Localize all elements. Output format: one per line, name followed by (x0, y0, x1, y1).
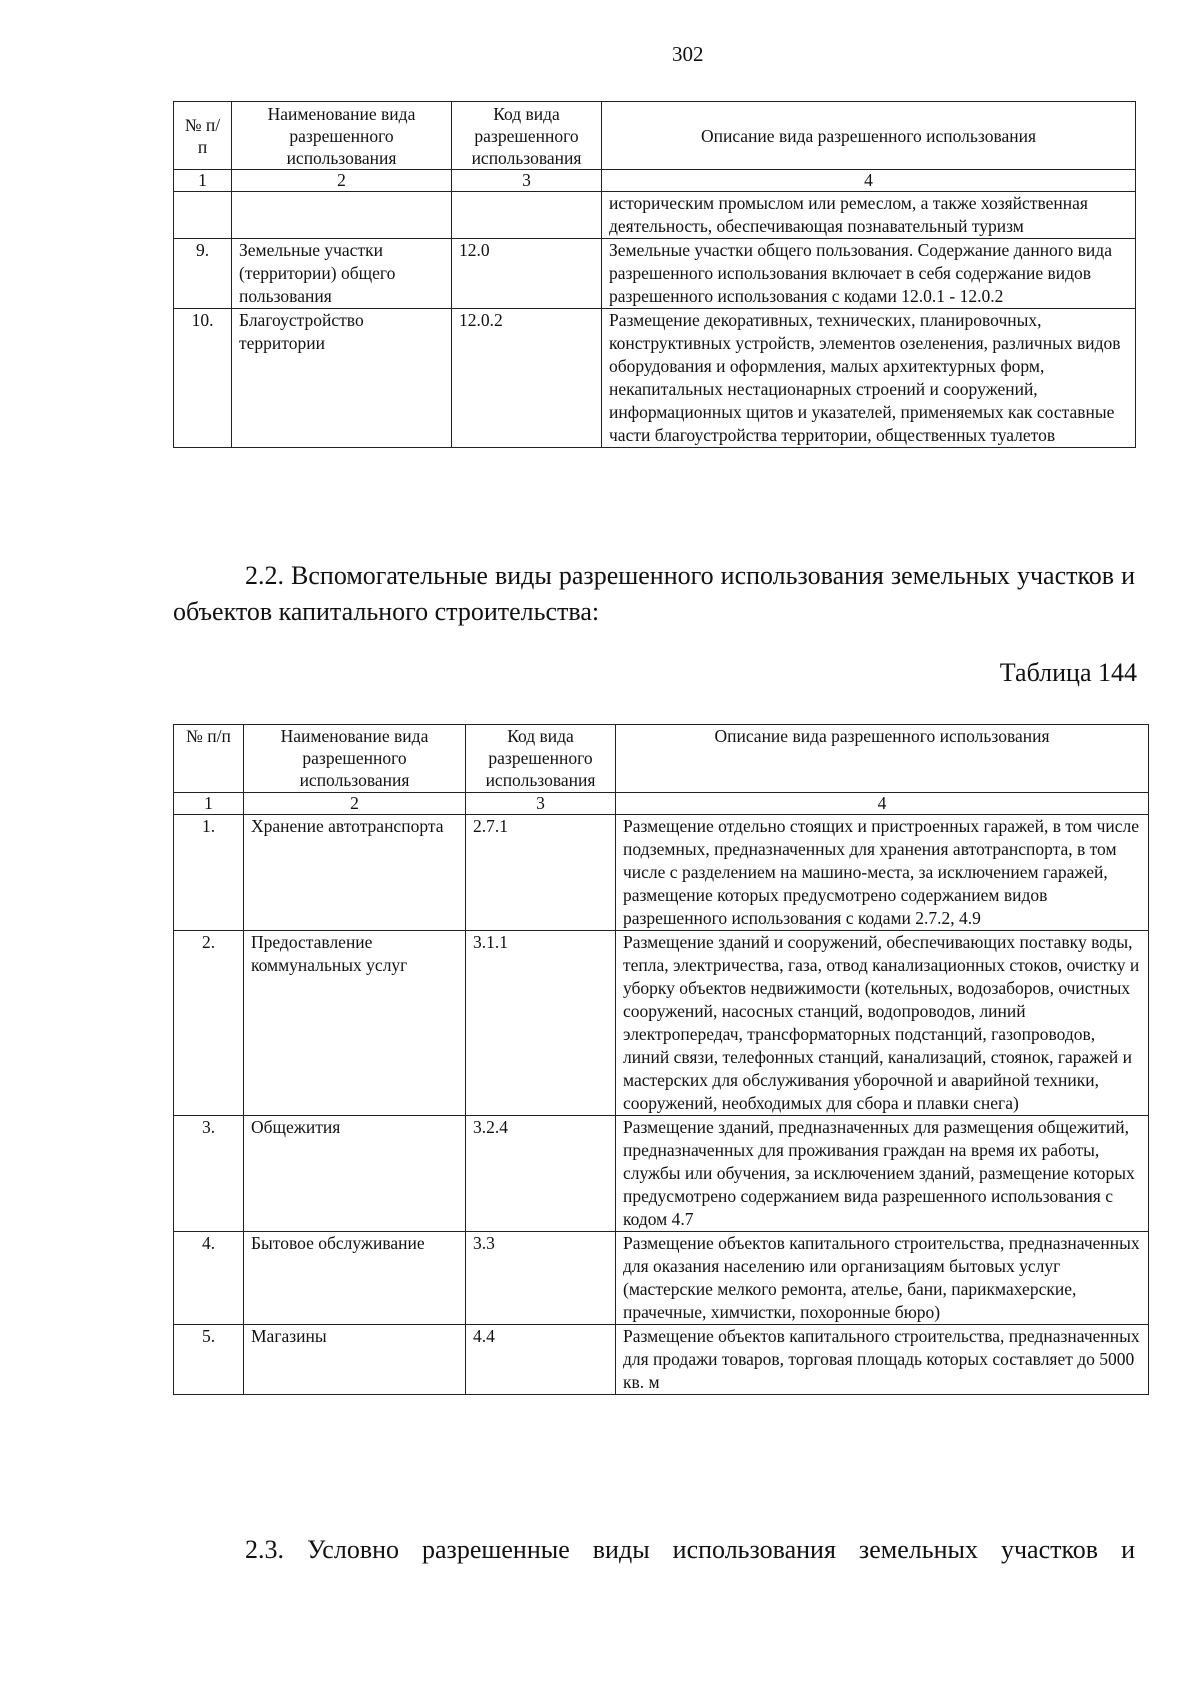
table-row (174, 1325, 1149, 1395)
row-name (232, 192, 452, 239)
col-number: 3 (452, 170, 602, 192)
row-num: 3. (174, 1116, 244, 1232)
row-num: 10. (174, 309, 232, 448)
section-2-2-text: 2.2. Вспомогательные виды разрешенного использования земельных участков и объектов капитального строительства: (173, 561, 1135, 626)
row-code (452, 192, 602, 239)
row-num (174, 192, 232, 239)
section-2-2-heading (173, 558, 1135, 630)
row-code: 12.0.2 (452, 309, 602, 448)
table-row (174, 192, 1136, 239)
column-number-row (174, 793, 1149, 815)
table-144 (173, 724, 1149, 1395)
row-num: 5. (174, 1325, 244, 1395)
header-num: № п/п (174, 725, 244, 793)
row-desc: Земельные участки общего пользования. Содержание данного вида разрешенного использования включает в себя содержание видов разрешенного использования с кодами 12.0.1 - 12.0.2 (602, 239, 1136, 309)
col-number: 2 (232, 170, 452, 192)
row-desc: Размещение объектов капитального строительства, предназначенных для оказания населению или организациям бытовых услуг (мастерские мелкого ремонта, ателье, бани, парикмахерские, прачечные, химчистки, похоронные бюро) (616, 1232, 1149, 1325)
page-number: 302 (672, 42, 704, 66)
row-num: 9. (174, 239, 232, 309)
row-desc: Размещение объектов капитального строительства, предназначенных для продажи товаров, торговая площадь которых составляет до 5000 кв. м (616, 1325, 1149, 1395)
col-number: 4 (602, 170, 1136, 192)
section-2-3-heading (173, 1532, 1135, 1568)
row-code: 3.1.1 (466, 931, 616, 1116)
row-desc: Размещение зданий и сооружений, обеспечивающих поставку воды, тепла, электричества, газа, отвод канализационных стоков, очистку и уборку объектов недвижимости (котельных, водозаборов, очистных сооружений, насосных станций, водопроводов, линий электропередач, трансформаторных подстанций, газопроводов, линий связи, телефонных станций, канализаций, стоянок, гаражей и мастерских для обслуживания уборочной и аварийной техники, сооружений, необходимых для сбора и плавки снега) (616, 931, 1149, 1116)
header-desc: Описание вида разрешенного использования (616, 725, 1149, 793)
row-code: 3.2.4 (466, 1116, 616, 1232)
col-number: 1 (174, 170, 232, 192)
row-name: Бытовое обслуживание (244, 1232, 466, 1325)
row-desc: Размещение декоративных, технических, планировочных, конструктивных устройств, элементов озеленения, различных видов оборудования и оформления, малых архитектурных форм, некапитальных нестационарных строений и сооружений, информационных щитов и указателей, применяемых как составные части благоустройства территории, общественных туалетов (602, 309, 1136, 448)
row-name: Общежития (244, 1116, 466, 1232)
col-number: 3 (466, 793, 616, 815)
header-name: Наименование вида разрешенного использования (244, 725, 466, 793)
row-code: 2.7.1 (466, 815, 616, 931)
table-row (174, 309, 1136, 448)
col-number: 4 (616, 793, 1149, 815)
table-row (174, 1232, 1149, 1325)
table-header-row (174, 725, 1149, 793)
col-number: 1 (174, 793, 244, 815)
header-code: Код вида разрешенного использования (466, 725, 616, 793)
row-code: 4.4 (466, 1325, 616, 1395)
row-num: 2. (174, 931, 244, 1116)
table-caption: Таблица 144 (999, 658, 1137, 687)
section-2-3-text: 2.3. Условно разрешенные виды использования земельных участков и (245, 1535, 1135, 1564)
row-num: 1. (174, 815, 244, 931)
row-name: Благоустройство территории (232, 309, 452, 448)
row-name: Земельные участки (территории) общего пользования (232, 239, 452, 309)
row-name: Хранение автотранспорта (244, 815, 466, 931)
row-code: 12.0 (452, 239, 602, 309)
table-header-row (174, 102, 1136, 170)
row-desc: историческим промыслом или ремеслом, а также хозяйственная деятельность, обеспечивающая познавательный туризм (602, 192, 1136, 239)
col-number: 2 (244, 793, 466, 815)
header-num: № п/п (174, 102, 232, 170)
header-code: Код вида разрешенного использования (452, 102, 602, 170)
table-top (173, 101, 1136, 448)
row-num: 4. (174, 1232, 244, 1325)
row-name: Предоставление коммунальных услуг (244, 931, 466, 1116)
row-name: Магазины (244, 1325, 466, 1395)
table-row (174, 815, 1149, 931)
table-row (174, 1116, 1149, 1232)
row-desc: Размещение зданий, предназначенных для размещения общежитий, предназначенных для проживания граждан на время их работы, службы или обучения, за исключением зданий, размещение которых предусмотрено содержанием вида разрешенного использования с кодом 4.7 (616, 1116, 1149, 1232)
column-number-row (174, 170, 1136, 192)
header-name: Наименование вида разрешенного использования (232, 102, 452, 170)
row-code: 3.3 (466, 1232, 616, 1325)
row-desc: Размещение отдельно стоящих и пристроенных гаражей, в том числе подземных, предназначенных для хранения автотранспорта, в том числе с разделением на машино-места, за исключением гаражей, размещение которых предусмотрено содержанием видов разрешенного использования с кодами 2.7.2, 4.9 (616, 815, 1149, 931)
header-desc: Описание вида разрешенного использования (602, 102, 1136, 170)
table-row (174, 239, 1136, 309)
table-row (174, 931, 1149, 1116)
